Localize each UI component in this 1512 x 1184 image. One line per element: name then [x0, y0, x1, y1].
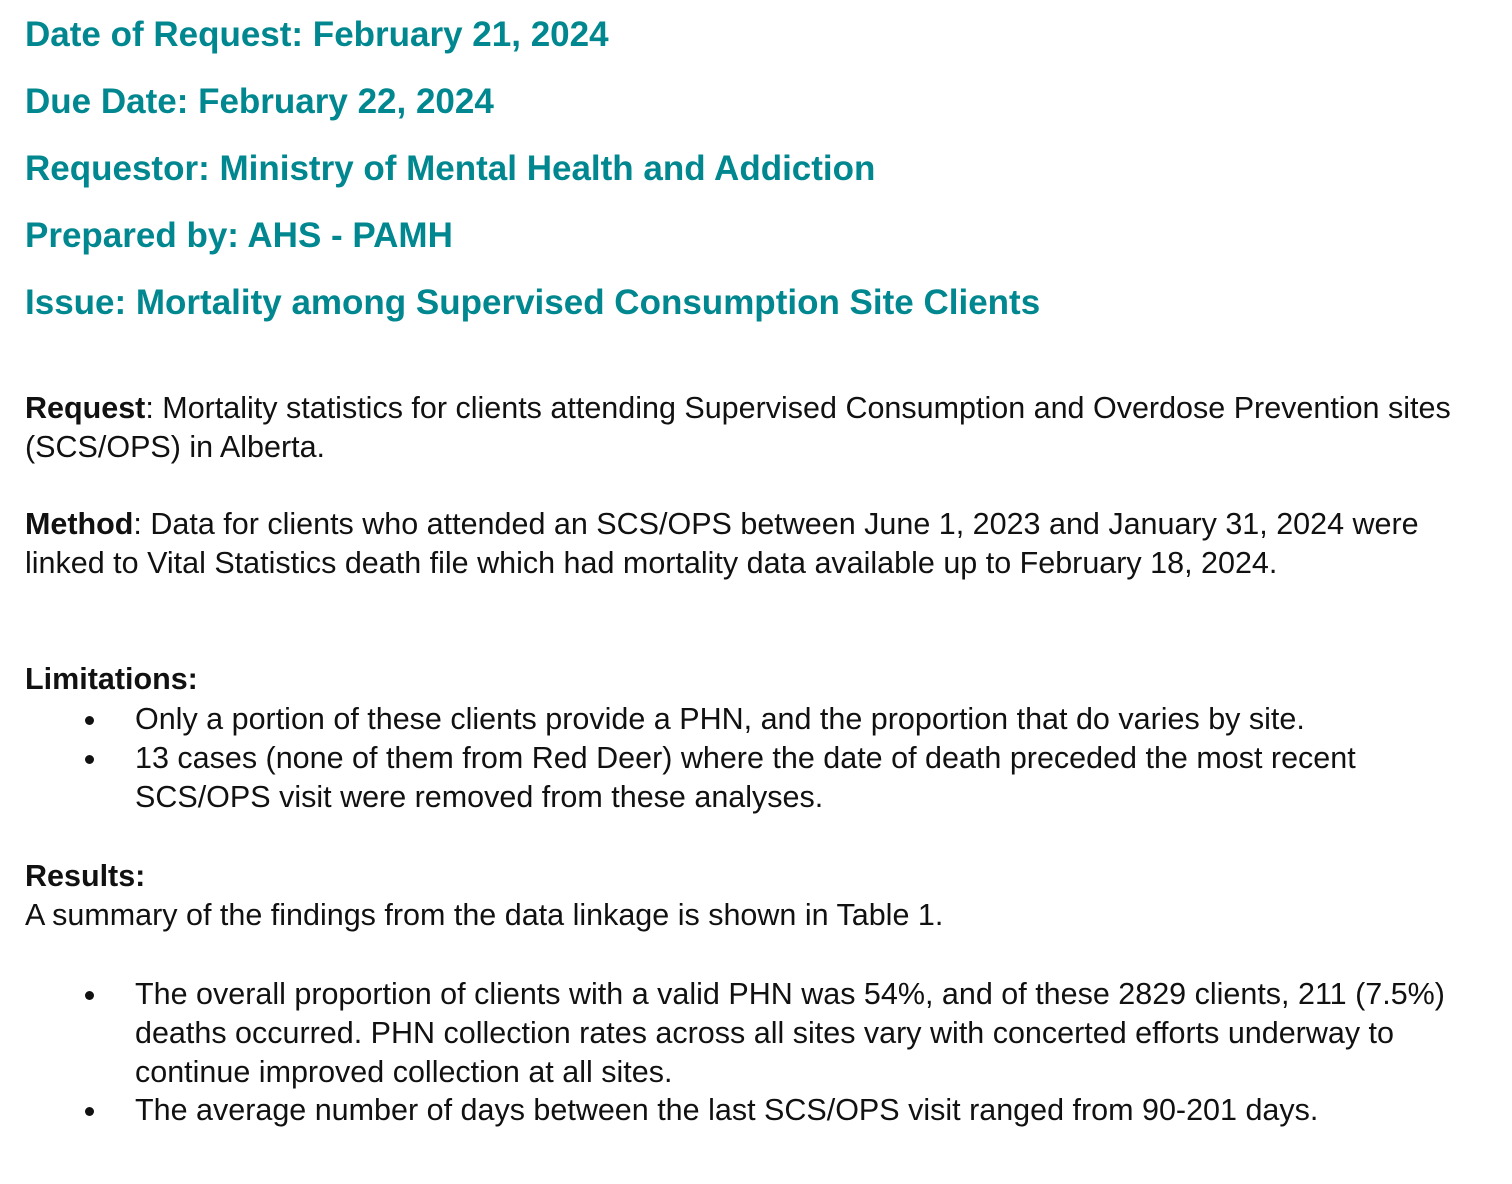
- bullet-icon: [85, 716, 94, 725]
- date-of-request: Date of Request: February 21, 2024: [25, 15, 609, 54]
- prepared-by: Prepared by: AHS - PAMH: [25, 216, 453, 255]
- method-paragraph: [25, 505, 1465, 582]
- results-heading: Results:: [25, 859, 146, 893]
- request-paragraph: [25, 389, 1465, 466]
- requestor: Requestor: Ministry of Mental Health and Addiction: [25, 149, 876, 188]
- request-text: : Mortality statistics for clients attending Supervised Consumption and Overdose Prevention sites (SCS/OPS) in Alberta.: [25, 391, 1451, 464]
- list-item: The overall proportion of clients with a valid PHN was 54%, and of these 2829 clients, 211 (7.5%) deaths occurred. PHN collection rates across all sites vary with concerted efforts underway to continue improved collection at all sites.: [25, 975, 1485, 1091]
- list-item: The average number of days between the last SCS/OPS visit ranged from 90-201 days.: [25, 1091, 1485, 1130]
- issue-title: Issue: Mortality among Supervised Consumption Site Clients: [25, 283, 1041, 322]
- results-list: [25, 975, 1485, 1130]
- due-date: Due Date: February 22, 2024: [25, 82, 494, 121]
- method-label: Method: [25, 507, 134, 541]
- results-summary: A summary of the findings from the data linkage is shown in Table 1.: [25, 898, 944, 932]
- bullet-icon: [85, 755, 94, 764]
- list-item: Only a portion of these clients provide a PHN, and the proportion that do varies by site.: [25, 700, 1485, 739]
- bullet-icon: [85, 991, 94, 1000]
- limitations-heading: Limitations:: [25, 662, 198, 696]
- request-label: Request: [25, 391, 146, 425]
- list-item: 13 cases (none of them from Red Deer) where the date of death preceded the most recent SCS/OPS visit were removed from these analyses.: [25, 739, 1485, 817]
- limitations-list: [25, 700, 1485, 816]
- bullet-icon: [85, 1107, 94, 1116]
- method-text: : Data for clients who attended an SCS/OPS between June 1, 2023 and January 31, 2024 were linked to Vital Statistics death file which had mortality data available up to February 18, 2024.: [25, 507, 1419, 580]
